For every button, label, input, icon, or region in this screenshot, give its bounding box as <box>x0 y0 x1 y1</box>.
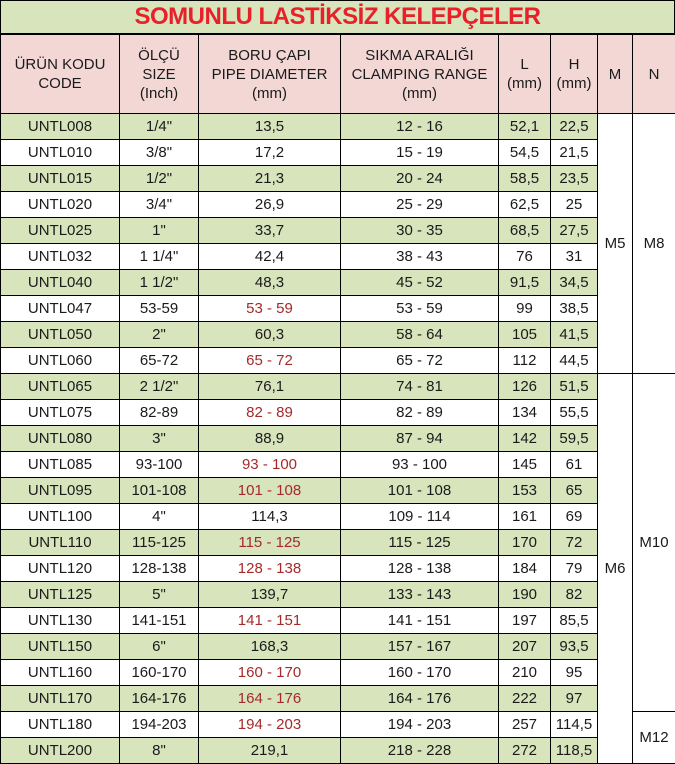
table-row <box>1 452 675 478</box>
table-row <box>1 166 675 192</box>
cell-clamping-range: 20 - 24 <box>341 166 499 192</box>
cell-code: UNTL150 <box>1 634 120 660</box>
cell-size: 194-203 <box>120 712 199 738</box>
cell-code: UNTL040 <box>1 270 120 296</box>
cell-pipe-diameter: 17,2 <box>199 140 341 166</box>
cell-size: 93-100 <box>120 452 199 478</box>
cell-clamping-range: 160 - 170 <box>341 660 499 686</box>
cell-l: 257 <box>499 712 551 738</box>
cell-l: 207 <box>499 634 551 660</box>
table-body <box>1 114 675 764</box>
table-row <box>1 504 675 530</box>
cell-clamping-range: 53 - 59 <box>341 296 499 322</box>
table-row <box>1 244 675 270</box>
cell-l: 99 <box>499 296 551 322</box>
table-row <box>1 322 675 348</box>
cell-pipe-diameter: 76,1 <box>199 374 341 400</box>
cell-l: 112 <box>499 348 551 374</box>
cell-clamping-range: 38 - 43 <box>341 244 499 270</box>
table-row <box>1 582 675 608</box>
cell-l: 210 <box>499 660 551 686</box>
header-m <box>598 35 633 114</box>
table-row <box>1 374 675 400</box>
cell-size: 164-176 <box>120 686 199 712</box>
cell-h: 65 <box>551 478 598 504</box>
cell-clamping-range: 45 - 52 <box>341 270 499 296</box>
table-row <box>1 218 675 244</box>
cell-h: 31 <box>551 244 598 270</box>
cell-pipe-diameter: 42,4 <box>199 244 341 270</box>
cell-size: 2" <box>120 322 199 348</box>
header-line: L <box>520 56 529 73</box>
cell-pipe-diameter: 21,3 <box>199 166 341 192</box>
header-line: ÖLÇÜ <box>138 46 180 64</box>
header-line: CODE <box>38 75 82 92</box>
cell-code: UNTL200 <box>1 738 120 764</box>
cell-size: 65-72 <box>120 348 199 374</box>
table-row <box>1 608 675 634</box>
cell-code: UNTL015 <box>1 166 120 192</box>
cell-pipe-diameter: 194 - 203 <box>199 712 341 738</box>
cell-size: 101-108 <box>120 478 199 504</box>
header-line: SIZE <box>142 65 176 83</box>
cell-h: 118,5 <box>551 738 598 764</box>
cell-pipe-diameter: 48,3 <box>199 270 341 296</box>
cell-h: 41,5 <box>551 322 598 348</box>
cell-size: 128-138 <box>120 556 199 582</box>
table-row <box>1 686 675 712</box>
table-row <box>1 114 675 140</box>
header-h <box>551 35 598 114</box>
cell-clamping-range: 101 - 108 <box>341 478 499 504</box>
cell-h: 82 <box>551 582 598 608</box>
cell-code: UNTL010 <box>1 140 120 166</box>
cell-clamping-range: 30 - 35 <box>341 218 499 244</box>
table-row <box>1 530 675 556</box>
cell-l: 52,1 <box>499 114 551 140</box>
cell-l: 142 <box>499 426 551 452</box>
cell-h: 22,5 <box>551 114 598 140</box>
cell-h: 38,5 <box>551 296 598 322</box>
cell-size: 4" <box>120 504 199 530</box>
cell-pipe-diameter: 33,7 <box>199 218 341 244</box>
header-line: (mm) <box>252 84 287 102</box>
cell-h: 59,5 <box>551 426 598 452</box>
cell-pipe-diameter: 82 - 89 <box>199 400 341 426</box>
cell-n-group: M12 <box>633 712 675 764</box>
cell-code: UNTL025 <box>1 218 120 244</box>
cell-size: 6" <box>120 634 199 660</box>
header-line: N <box>648 65 660 83</box>
cell-l: 184 <box>499 556 551 582</box>
cell-h: 79 <box>551 556 598 582</box>
cell-size: 1/4" <box>120 114 199 140</box>
cell-size: 53-59 <box>120 296 199 322</box>
cell-h: 27,5 <box>551 218 598 244</box>
cell-size: 8" <box>120 738 199 764</box>
cell-pipe-diameter: 141 - 151 <box>199 608 341 634</box>
table-row <box>1 400 675 426</box>
cell-clamping-range: 93 - 100 <box>341 452 499 478</box>
cell-pipe-diameter: 128 - 138 <box>199 556 341 582</box>
cell-code: UNTL170 <box>1 686 120 712</box>
cell-l: 105 <box>499 322 551 348</box>
cell-m-group: M6 <box>598 374 633 764</box>
table-row <box>1 634 675 660</box>
cell-pipe-diameter: 160 - 170 <box>199 660 341 686</box>
cell-pipe-diameter: 139,7 <box>199 582 341 608</box>
cell-pipe-diameter: 88,9 <box>199 426 341 452</box>
cell-h: 25 <box>551 192 598 218</box>
cell-n-group: M8 <box>633 114 675 374</box>
cell-clamping-range: 218 - 228 <box>341 738 499 764</box>
table-row <box>1 140 675 166</box>
header-line: PIPE DIAMETER <box>211 65 328 83</box>
table-row <box>1 426 675 452</box>
cell-code: UNTL008 <box>1 114 120 140</box>
cell-size: 5" <box>120 582 199 608</box>
cell-size: 3/4" <box>120 192 199 218</box>
header-line: (mm) <box>402 84 437 102</box>
cell-l: 170 <box>499 530 551 556</box>
cell-l: 161 <box>499 504 551 530</box>
cell-code: UNTL125 <box>1 582 120 608</box>
cell-pipe-diameter: 115 - 125 <box>199 530 341 556</box>
cell-clamping-range: 128 - 138 <box>341 556 499 582</box>
cell-l: 222 <box>499 686 551 712</box>
cell-pipe-diameter: 65 - 72 <box>199 348 341 374</box>
table-row <box>1 348 675 374</box>
cell-clamping-range: 12 - 16 <box>341 114 499 140</box>
cell-code: UNTL085 <box>1 452 120 478</box>
cell-size: 115-125 <box>120 530 199 556</box>
table-row <box>1 192 675 218</box>
cell-h: 93,5 <box>551 634 598 660</box>
cell-h: 23,5 <box>551 166 598 192</box>
cell-h: 34,5 <box>551 270 598 296</box>
cell-h: 44,5 <box>551 348 598 374</box>
cell-size: 141-151 <box>120 608 199 634</box>
cell-h: 95 <box>551 660 598 686</box>
cell-clamping-range: 141 - 151 <box>341 608 499 634</box>
cell-l: 126 <box>499 374 551 400</box>
cell-n-group: M10 <box>633 374 675 712</box>
cell-pipe-diameter: 60,3 <box>199 322 341 348</box>
cell-clamping-range: 194 - 203 <box>341 712 499 738</box>
product-table <box>0 34 675 764</box>
cell-l: 272 <box>499 738 551 764</box>
cell-clamping-range: 15 - 19 <box>341 140 499 166</box>
cell-code: UNTL180 <box>1 712 120 738</box>
header-line: (mm) <box>507 75 542 92</box>
cell-pipe-diameter: 164 - 176 <box>199 686 341 712</box>
table-row <box>1 478 675 504</box>
table-row <box>1 270 675 296</box>
header-size <box>120 35 199 114</box>
cell-pipe-diameter: 26,9 <box>199 192 341 218</box>
cell-code: UNTL100 <box>1 504 120 530</box>
cell-h: 85,5 <box>551 608 598 634</box>
header-line: (mm) <box>556 75 592 92</box>
cell-code: UNTL160 <box>1 660 120 686</box>
header-row <box>1 35 675 114</box>
header-line: (Inch) <box>139 84 179 102</box>
cell-size: 1/2" <box>120 166 199 192</box>
cell-clamping-range: 157 - 167 <box>341 634 499 660</box>
cell-h: 61 <box>551 452 598 478</box>
title-bar <box>0 0 675 34</box>
cell-code: UNTL032 <box>1 244 120 270</box>
header-code <box>1 35 120 114</box>
cell-code: UNTL065 <box>1 374 120 400</box>
header-line: CLAMPING RANGE <box>351 65 488 83</box>
cell-clamping-range: 164 - 176 <box>341 686 499 712</box>
cell-pipe-diameter: 114,3 <box>199 504 341 530</box>
cell-clamping-range: 25 - 29 <box>341 192 499 218</box>
cell-code: UNTL080 <box>1 426 120 452</box>
cell-l: 197 <box>499 608 551 634</box>
cell-h: 69 <box>551 504 598 530</box>
cell-l: 62,5 <box>499 192 551 218</box>
cell-clamping-range: 82 - 89 <box>341 400 499 426</box>
cell-pipe-diameter: 93 - 100 <box>199 452 341 478</box>
cell-clamping-range: 74 - 81 <box>341 374 499 400</box>
cell-pipe-diameter: 101 - 108 <box>199 478 341 504</box>
cell-pipe-diameter: 53 - 59 <box>199 296 341 322</box>
cell-h: 21,5 <box>551 140 598 166</box>
cell-size: 1 1/2" <box>120 270 199 296</box>
cell-h: 114,5 <box>551 712 598 738</box>
cell-size: 1 1/4" <box>120 244 199 270</box>
cell-l: 54,5 <box>499 140 551 166</box>
table-row <box>1 556 675 582</box>
cell-clamping-range: 133 - 143 <box>341 582 499 608</box>
cell-l: 91,5 <box>499 270 551 296</box>
cell-clamping-range: 65 - 72 <box>341 348 499 374</box>
cell-code: UNTL047 <box>1 296 120 322</box>
cell-size: 2 1/2" <box>120 374 199 400</box>
header-line: ÜRÜN KODU <box>14 56 106 73</box>
cell-pipe-diameter: 219,1 <box>199 738 341 764</box>
table-row <box>1 712 675 738</box>
cell-clamping-range: 109 - 114 <box>341 504 499 530</box>
header-line: M <box>608 65 622 83</box>
header-l <box>499 35 551 114</box>
cell-code: UNTL130 <box>1 608 120 634</box>
cell-code: UNTL050 <box>1 322 120 348</box>
cell-code: UNTL020 <box>1 192 120 218</box>
cell-size: 3" <box>120 426 199 452</box>
cell-m-group: M5 <box>598 114 633 374</box>
cell-h: 72 <box>551 530 598 556</box>
cell-code: UNTL110 <box>1 530 120 556</box>
cell-size: 1" <box>120 218 199 244</box>
cell-l: 68,5 <box>499 218 551 244</box>
table-row <box>1 296 675 322</box>
page-title: SOMUNLU LASTİKSİZ KELEPÇELER <box>134 3 541 30</box>
cell-code: UNTL075 <box>1 400 120 426</box>
cell-l: 58,5 <box>499 166 551 192</box>
cell-pipe-diameter: 13,5 <box>199 114 341 140</box>
header-n <box>633 35 675 114</box>
header-line: BORU ÇAPI <box>228 46 311 64</box>
cell-code: UNTL120 <box>1 556 120 582</box>
cell-size: 82-89 <box>120 400 199 426</box>
header-clamping-range <box>341 35 499 114</box>
cell-h: 97 <box>551 686 598 712</box>
header-line: H <box>568 56 580 73</box>
cell-h: 55,5 <box>551 400 598 426</box>
header-line: SIKMA ARALIĞI <box>365 46 474 64</box>
cell-pipe-diameter: 168,3 <box>199 634 341 660</box>
cell-l: 145 <box>499 452 551 478</box>
cell-code: UNTL095 <box>1 478 120 504</box>
cell-clamping-range: 115 - 125 <box>341 530 499 556</box>
cell-l: 134 <box>499 400 551 426</box>
cell-l: 76 <box>499 244 551 270</box>
cell-clamping-range: 87 - 94 <box>341 426 499 452</box>
cell-h: 51,5 <box>551 374 598 400</box>
cell-size: 3/8" <box>120 140 199 166</box>
table-row <box>1 660 675 686</box>
table-row <box>1 738 675 764</box>
cell-size: 160-170 <box>120 660 199 686</box>
cell-clamping-range: 58 - 64 <box>341 322 499 348</box>
header-pipe-diameter <box>199 35 341 114</box>
cell-l: 190 <box>499 582 551 608</box>
cell-code: UNTL060 <box>1 348 120 374</box>
cell-l: 153 <box>499 478 551 504</box>
